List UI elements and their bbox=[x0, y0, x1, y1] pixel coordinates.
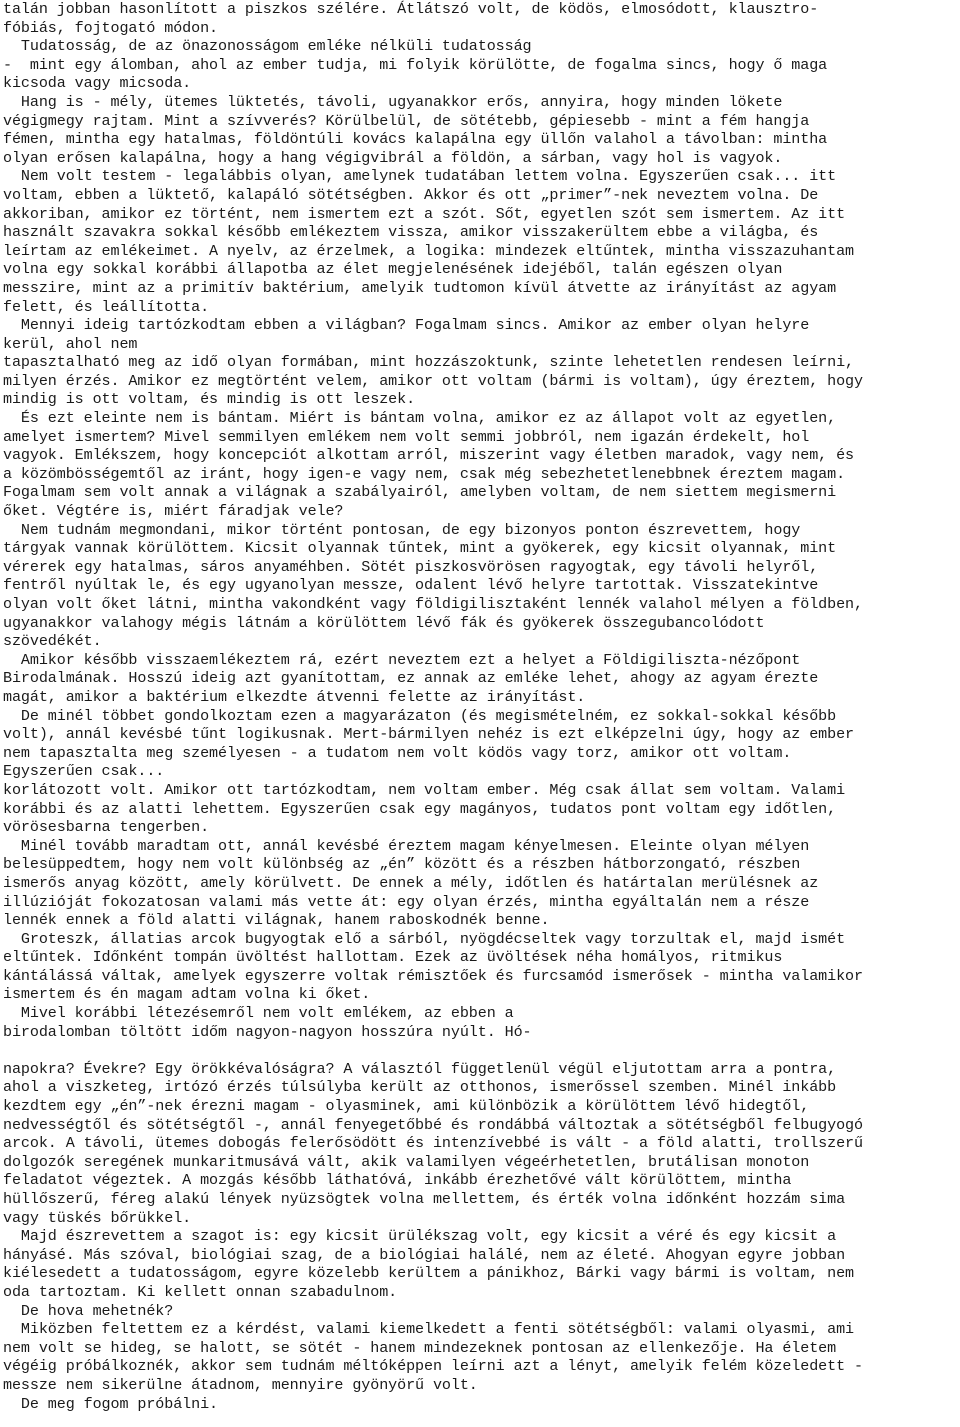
text-line: De minél többet gondolkoztam ezen a magyarázaton (és megismételném, ez sokkal-sokkal később bbox=[3, 706, 837, 725]
text-line: oda tartoztam. Ki kellett onnan szabadulnom. bbox=[3, 1282, 398, 1301]
text-line: leírtam az emlékeimet. A nyelv, az érzelmek, a logika: mindezek eltűntek, mintha visszazuhantam bbox=[3, 241, 854, 260]
text-line: végéig próbálkoznék, akkor sem tudnám méltóképpen leírni azt a lényt, amelyik felém közeledett - bbox=[3, 1357, 863, 1376]
text-line: vörösesbarna tengerben. bbox=[3, 818, 210, 837]
text-line: Mivel korábbi létezésemről nem volt emlékem, az ebben a bbox=[3, 1004, 514, 1023]
text-line: eltűntek. Időnként tompán üvöltést hallottam. Ezek az üvöltések néha homályos, ritmikus bbox=[3, 948, 783, 967]
text-line: kántálássá váltak, amelyek egyszerre voltak rémisztőek és furcsamód ismerősek - mintha valamikor bbox=[3, 966, 863, 985]
text-line: - mint egy álomban, ahol az ember tudja, mi folyik körülötte, de fogalma sincs, hogy ő maga bbox=[3, 55, 828, 74]
text-line: ugyanakkor valahogy mégis látnám a körülöttem lévő fák és gyökerek összegubancolódott bbox=[3, 613, 765, 632]
text-line: amelyet ismertem? Mivel semmilyen emlékem nem volt semmi jobbról, nem igazán érdekelt, hol bbox=[3, 427, 810, 446]
document-page bbox=[3, 0, 957, 1413]
text-line: fémen, mintha egy hatalmas, földöntúli kovács kalapálna egy üllőn valahol a távolban: mintha bbox=[3, 130, 828, 149]
text-line: vagyok. Emlékszem, hogy koncepciót alkottam arról, miszerint vagy életben maradok, vagy nem, és bbox=[3, 446, 854, 465]
text-line: voltam, ebben a lüktető, kalapáló sötétségben. Akkor és ott „primer”-nek neveztem volna. De bbox=[3, 185, 819, 204]
text-line: dolgozók seregének munkaritmusává vált, akik valamilyen végeérhetetlen, brutálisan monoton bbox=[3, 1152, 810, 1171]
text-line: olyan erősen kalapálna, hogy a hang végigvibrál a földön, a sárban, vagy hol is vagyok. bbox=[3, 148, 783, 167]
text-line: ismerős anyag között, amely körülvett. De ennek a mély, időtlen és határtalan merülésnek az bbox=[3, 873, 819, 892]
text-line: mindig is ott voltam, és mindig is ott leszek. bbox=[3, 390, 416, 409]
text-line: Amikor később visszaemlékeztem rá, ezért neveztem ezt a helyet a Földigiliszta-nézőpont bbox=[3, 650, 801, 669]
text-line: akkoriban, amikor ez történt, nem ismertem ezt a szót. Sőt, egyetlen szót sem ismertem. Az itt bbox=[3, 204, 846, 223]
text-line: Fogalmam sem volt annak a világnak a szabályairól, amelyben voltam, de nem siettem megismerni bbox=[3, 483, 837, 502]
text-line: Mennyi ideig tartózkodtam ebben a világban? Fogalmam sincs. Amikor az ember olyan helyre bbox=[3, 316, 810, 335]
text-line: kiélesedett a tudatosságom, egyre közelebb kerültem a pánikhoz, Bárki vagy bármi is voltam, nem bbox=[3, 1264, 854, 1283]
text-line: vagy tüskés bőrükkel. bbox=[3, 1208, 192, 1227]
text-line: Minél tovább maradtam ott, annál kevésbé éreztem magam kényelmesen. Eleinte olyan mélyen bbox=[3, 836, 810, 855]
text-line: vérerek egy hatalmas, sáros anyaméhben. Sötét piszkosvörösen ragyogtak, egy távoli helyről, bbox=[3, 557, 819, 576]
text-line: őket. Végtére is, miért fáradjak vele? bbox=[3, 502, 344, 521]
text-line: tárgyak vannak körülöttem. Kicsit olyannak tűntek, mint a gyökerek, egy kicsit olyannak, mint bbox=[3, 539, 837, 558]
text-line: De meg fogom próbálni. bbox=[3, 1394, 218, 1413]
text-line: nem volt se hideg, se halott, se sötét - hanem mindezeknek pontosan az ellenkezője. Ha életem bbox=[3, 1338, 837, 1357]
text-line: használt szavakra sokkal később emlékeztem vissza, amikor visszakerültem ebbe a világba, és bbox=[3, 223, 819, 242]
text-line: messze nem sikerülne átadnom, mennyire gyönyörű volt. bbox=[3, 1375, 478, 1394]
text-line: De hova mehetnék? bbox=[3, 1301, 174, 1320]
text-line: Nem tudnám megmondani, mikor történt pontosan, de egy bizonyos ponton észrevettem, hogy bbox=[3, 520, 801, 539]
text-line: Hang is - mély, ütemes lüktetés, távoli, ugyanakkor erős, annyira, hogy minden lökete bbox=[3, 92, 783, 111]
text-line: Birodalmának. Hosszú ideig azt gyanítottam, ez annak az emléke lehet, ahogy az agyam érezte bbox=[3, 669, 819, 688]
text-line: kicsoda vagy micsoda. bbox=[3, 74, 192, 93]
text-line: kezdtem egy „én”-nek érezni magam - olyasminek, ami különbözik a körülöttem lévő hidegtől, bbox=[3, 1097, 810, 1116]
text-line: hányásé. Más szóval, biológiai szag, de a biológiai halálé, nem az életé. Ahogyan egyre jobban bbox=[3, 1245, 846, 1264]
text-line: napokra? Évekre? Egy örökkévalóságra? A választól függetlenül végül eljutottam arra a pontra, bbox=[3, 1059, 837, 1078]
text-line: Tudatosság, de az önazonosságom emléke nélküli tudatosság bbox=[3, 37, 532, 56]
text-line: belesüppedtem, hogy nem volt különbség az „én” között és a részben hátborzongató, részben bbox=[3, 855, 801, 874]
text-line: ismertem és én magam adtam volna ki őket. bbox=[3, 985, 371, 1004]
text-line: illúzióját fokozatosan valami más vette át: egy olyan érzés, mintha egyáltalán nem a része bbox=[3, 892, 810, 911]
text-line: nedvességtől és sötétségtől -, annál fenyegetőbbé és rondábbá változtak a sötétségből felbugyogó bbox=[3, 1115, 863, 1134]
text-line: fóbiás, fojtogató módon. bbox=[3, 18, 218, 37]
text-line: tapasztalható meg az idő olyan formában, mint hozzászoktunk, szinte lehetetlen rendesen leírni, bbox=[3, 353, 854, 372]
text-line: szövedékét. bbox=[3, 632, 102, 651]
text-line: Groteszk, állatias arcok bugyogtak elő a sárból, nyögdécseltek vagy torzultak el, majd ismét bbox=[3, 929, 846, 948]
text-line: Egyszerűen csak... bbox=[3, 762, 165, 781]
text-line: a közömbösségemtől az iránt, hogy igen-e vagy nem, csak még sebezhetetlenebbnek éreztem magam. bbox=[3, 464, 846, 483]
text-line: ahol a viszketeg, irtózó érzés túlsúlyba került az otthonos, ismerőssel szemben. Minél inkább bbox=[3, 1078, 837, 1097]
page-break-gap bbox=[3, 1041, 957, 1060]
text-line: hüllőszerű, féreg alakú lények nyüzsögtek volna mellettem, és érték volna időnként hozzám sima bbox=[3, 1190, 846, 1208]
text-line: lennék ennek a föld alatti világnak, hanem raboskodnék benne. bbox=[3, 911, 550, 930]
text-line: Nem volt testem - legalábbis olyan, amelynek tudatában lettem volna. Egyszerűen csak... itt bbox=[3, 167, 837, 186]
text-line: birodalomban töltött időm nagyon-nagyon hosszúra nyúlt. Hó- bbox=[3, 1022, 532, 1041]
text-line: felett, és leállította. bbox=[3, 297, 210, 316]
text-line: korábbi és az alatti lehettem. Egyszerűen csak egy magányos, tudatos pont voltam egy időtlen, bbox=[3, 799, 837, 818]
text-line: milyen érzés. Amikor ez megtörtént velem, amikor ott voltam (bármi is voltam), úgy éreztem, hogy bbox=[3, 371, 863, 390]
text-line: arcok. A távoli, ütemes dobogás felerősödött és intenzívebbé is vált - a föld alatti, trollszerű bbox=[3, 1134, 863, 1153]
text-line: Miközben feltettem ez a kérdést, valami kiemelkedett a fenti sötétségből: valami olyasmi, ami bbox=[3, 1320, 854, 1339]
text-line: korlátozott volt. Amikor ott tartózkodtam, nem voltam ember. Még csak állat sem voltam. Valami bbox=[3, 780, 846, 799]
text-line: fentről nyúltak le, és egy ugyanolyan messze, odalent lévő helyre tartottak. Visszatekintve bbox=[3, 576, 819, 595]
text-line: volna egy sokkal korábbi állapotba az élet megjelenésének idejéből, talán egészen olyan bbox=[3, 260, 783, 279]
text-line: végigmegy rajtam. Mint a szívverés? Körülbelül, de sötétebb, gépiesebb - mint a fém hangja bbox=[3, 111, 810, 130]
text-line: volt), annál kevésbé tűnt logikusnak. Mert-bármilyen nehéz is ezt elképzelni úgy, hogy az ember bbox=[3, 725, 854, 744]
text-line: nem tapasztalta meg személyesen - a tudatom nem volt ködös vagy torz, amikor ott voltam. bbox=[3, 743, 792, 762]
text-line: olyan volt őket látni, mintha vakondként vagy földigilisztaként lennék valahol mélyen a földben, bbox=[3, 595, 863, 613]
text-line: feladatot végeztek. A mozgás később láthatóvá, inkább érezhetővé vált körülöttem, mintha bbox=[3, 1171, 792, 1190]
text-line: És ezt eleinte nem is bántam. Miért is bántam volna, amikor ez az állapot volt az egyetlen, bbox=[3, 409, 837, 428]
text-line: kerül, ahol nem bbox=[3, 334, 138, 353]
text-line: magát, amikor a baktérium elkezdte átvenni felette az irányítást. bbox=[3, 687, 586, 706]
text-line: Majd észrevettem a szagot is: egy kicsit ürülékszag volt, egy kicsit a véré és egy kicsit a bbox=[3, 1227, 837, 1246]
text-line: talán jobban hasonlított a piszkos szélére. Átlátszó volt, de ködös, elmosódott, klausztro- bbox=[3, 0, 819, 18]
text-line: messzire, mint az a primitív baktérium, amelyik tudtomon kívül átvette az irányítást az agyam bbox=[3, 278, 837, 297]
